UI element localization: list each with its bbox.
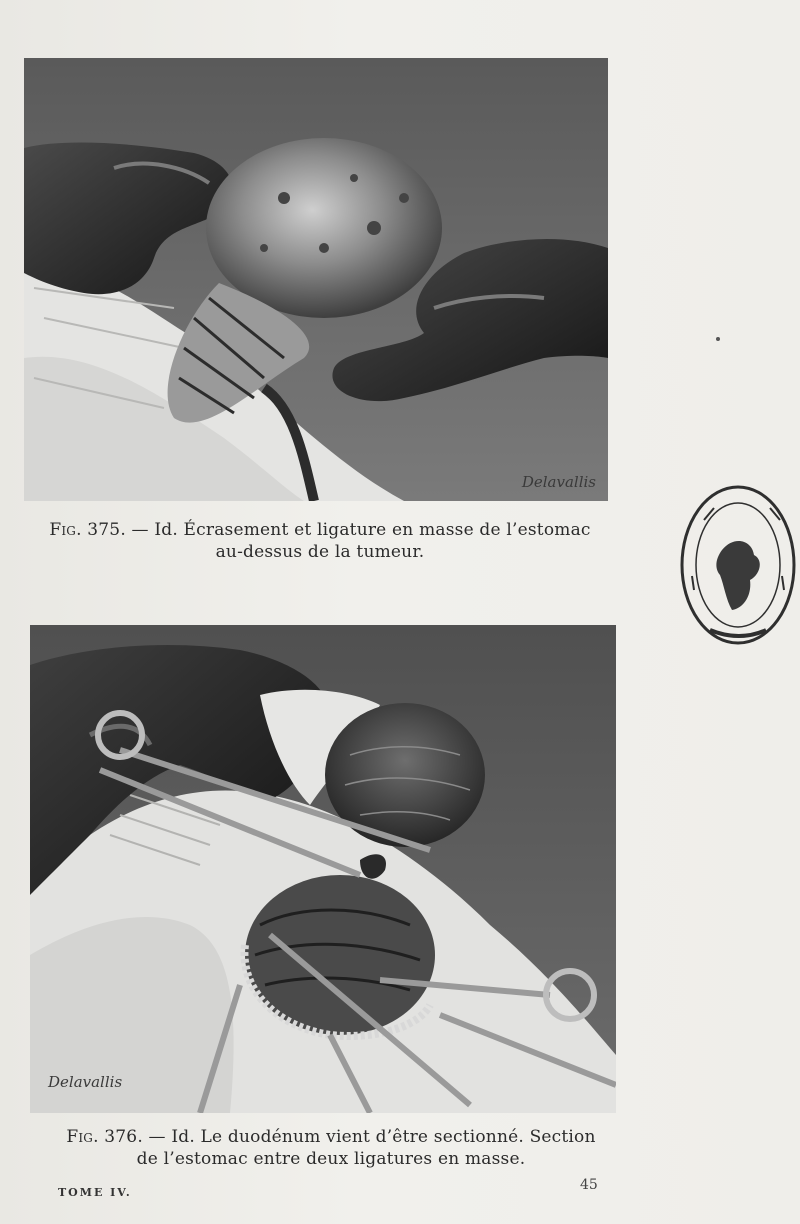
surgery-illustration-1 xyxy=(24,58,608,501)
library-stamp xyxy=(674,480,800,650)
volume-label: TOME IV. xyxy=(58,1186,132,1199)
figure-375-caption xyxy=(40,519,600,563)
speck xyxy=(716,337,720,341)
figure-376-caption xyxy=(44,1126,618,1170)
page-number: 45 xyxy=(580,1177,598,1193)
caption-text: — Id. Écrasement et ligature en masse de l’estomac xyxy=(125,520,591,540)
caption-text-line2: au-dessus de la tumeur. xyxy=(215,542,425,562)
artist-signature: Delavallis xyxy=(521,473,596,491)
figure-375-illustration xyxy=(24,58,608,501)
figure-label: Fig. 375. xyxy=(49,520,126,540)
figure-376-illustration xyxy=(30,625,616,1113)
caption-text: — Id. Le duodénum vient d’être sectionné. Section xyxy=(142,1127,596,1147)
faculty-stamp-seal xyxy=(674,480,800,650)
figure-label: Fig. 376. xyxy=(66,1127,143,1147)
caption-text-line2: de l’estomac entre deux ligatures en masse. xyxy=(136,1149,526,1169)
surgery-illustration-2 xyxy=(30,625,616,1113)
artist-signature: Delavallis xyxy=(48,1073,123,1091)
